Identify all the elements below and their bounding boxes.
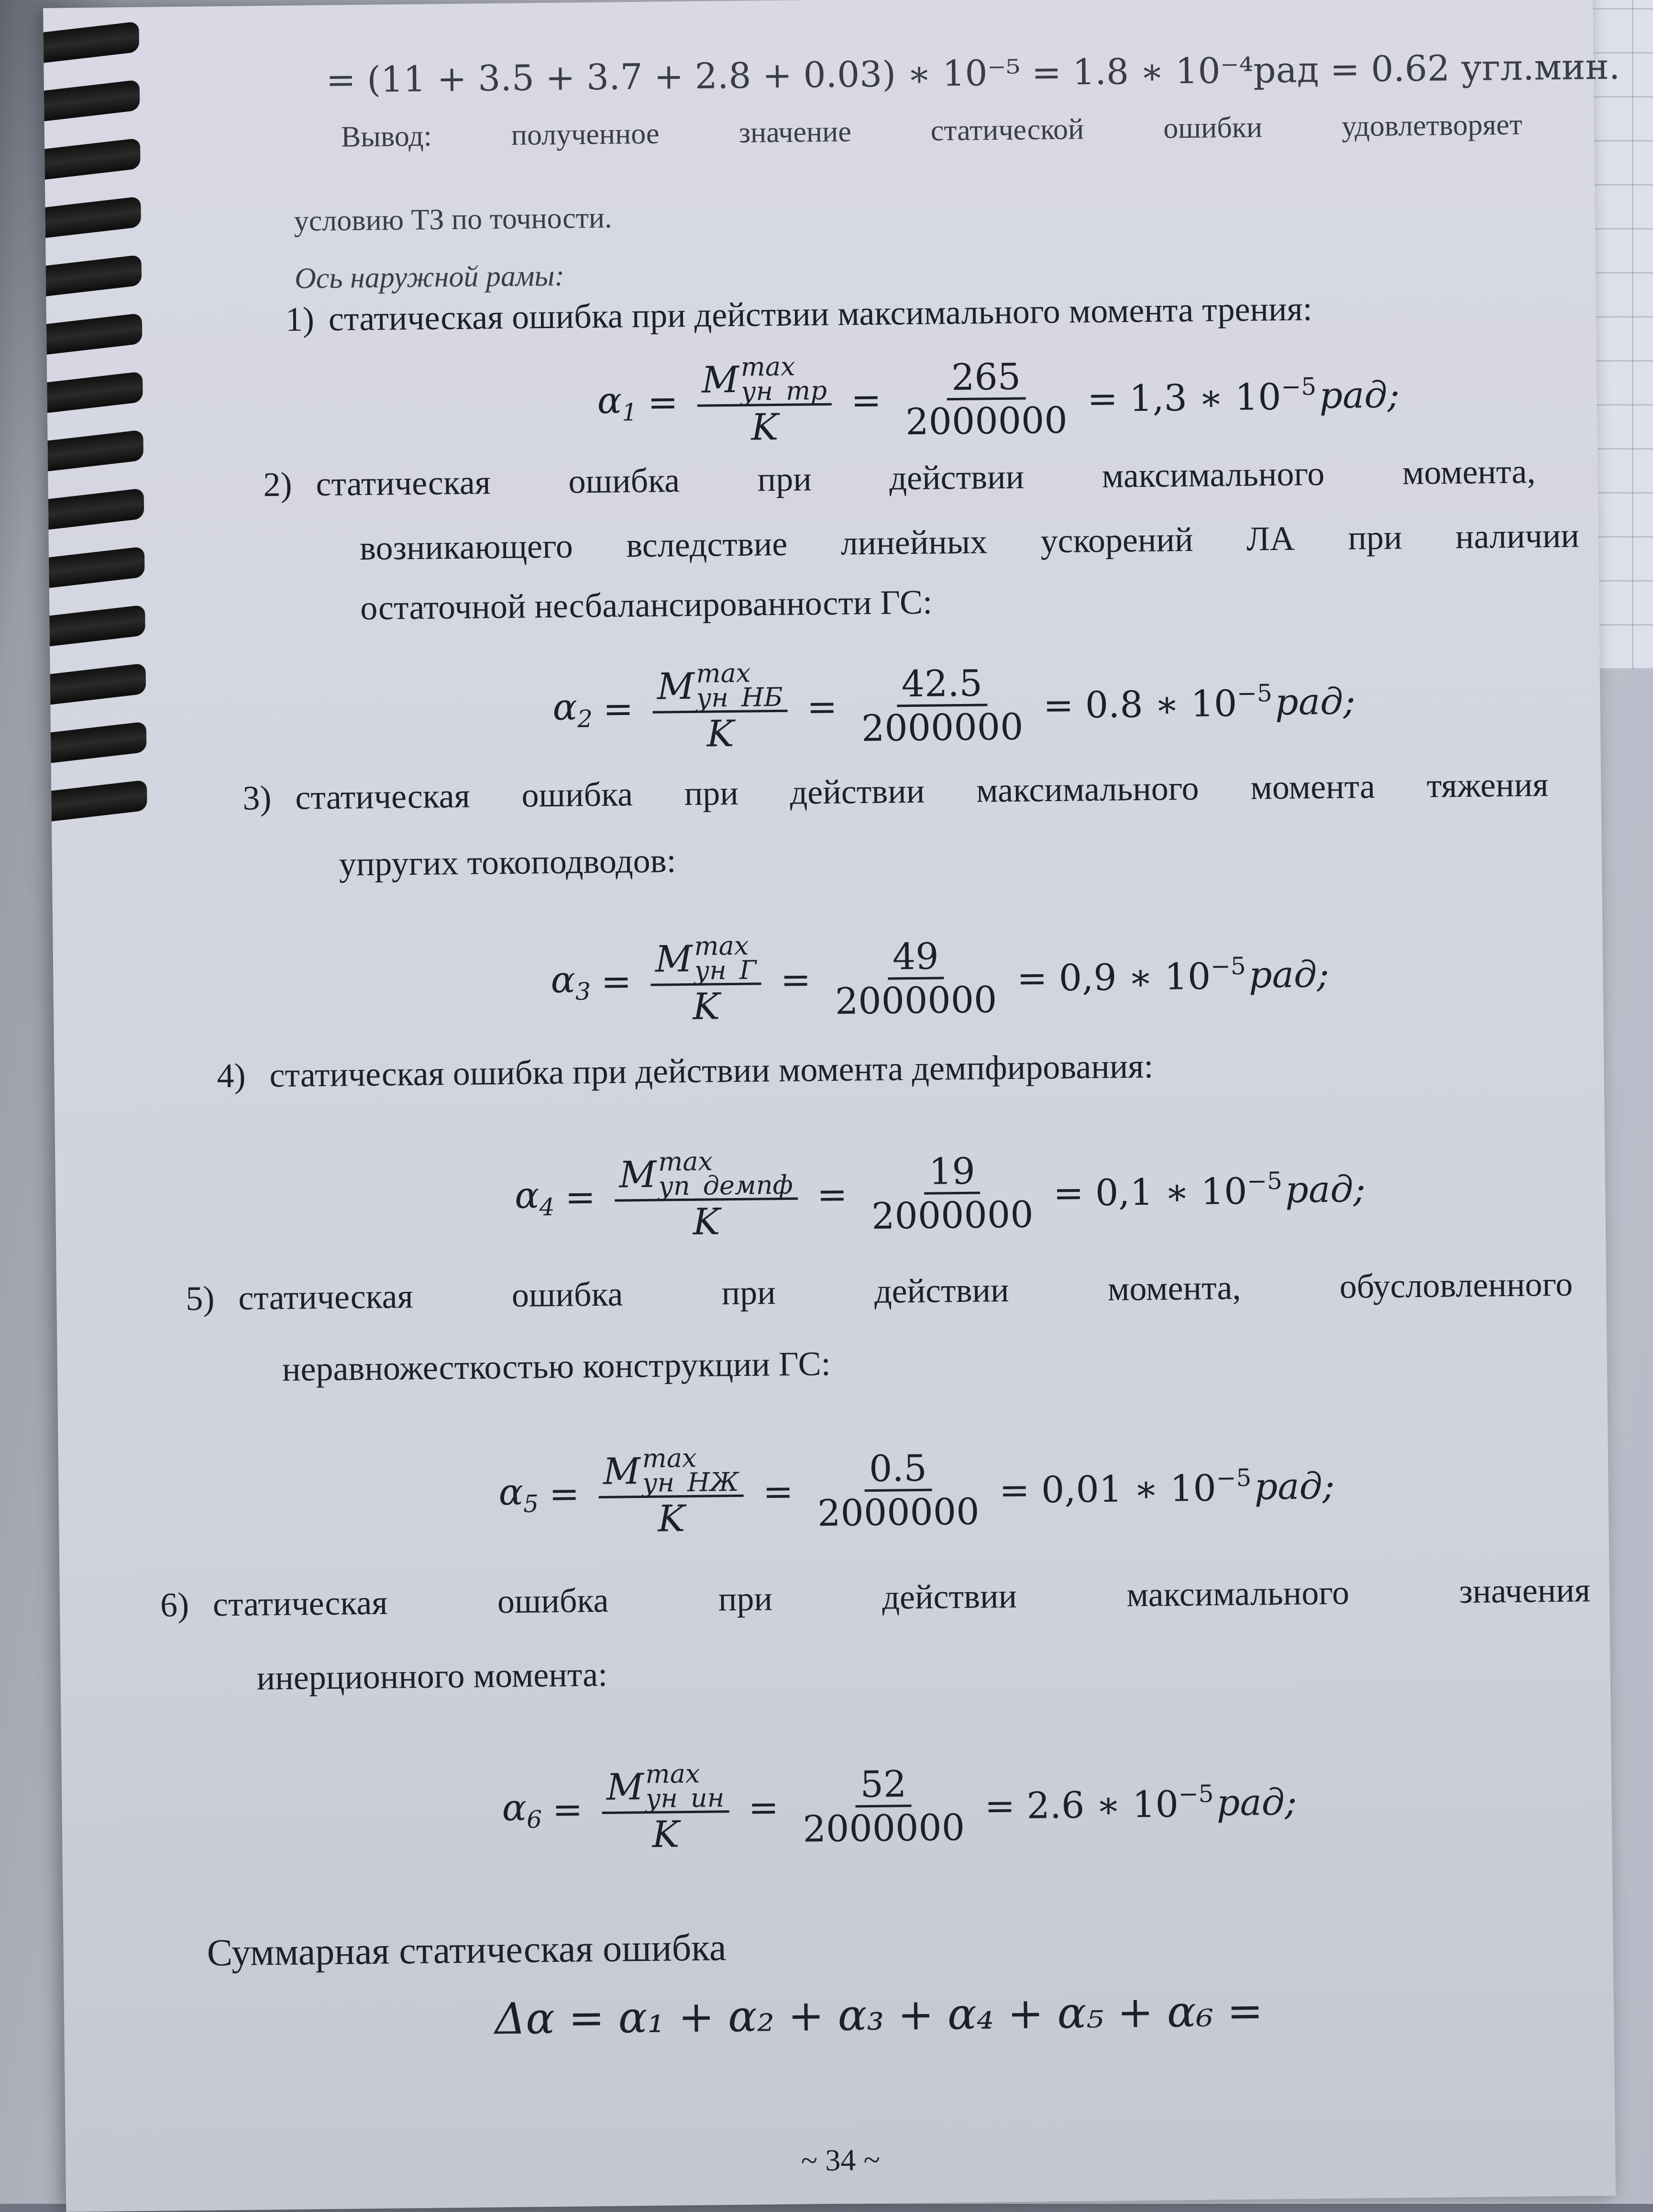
item-word: статическая ошибка при действии максимального момента трения: xyxy=(328,289,1313,338)
error-formula xyxy=(552,654,1355,756)
document-page xyxy=(43,0,1620,2212)
conclusion-word: Вывод: xyxy=(341,120,432,154)
moment-numerator: M max ун_НЖ xyxy=(598,1445,744,1498)
item-word: остаточной несбалансированности ГС: xyxy=(360,583,933,627)
error-formula xyxy=(550,927,1329,1029)
result-unit: рад; xyxy=(1319,373,1400,417)
conclusion-line xyxy=(341,110,1523,152)
section-title: Ось наружной рамы: xyxy=(294,259,565,295)
item-word: действии xyxy=(874,1270,1009,1310)
item-word: момента, xyxy=(1107,1268,1241,1308)
moment-fraction xyxy=(601,1758,729,1856)
item-text-line xyxy=(212,1571,1591,1624)
error-formula xyxy=(498,1439,1335,1541)
value-denominator: 2000000 xyxy=(835,978,997,1023)
result-unit: рад; xyxy=(1254,1464,1335,1508)
item-word: неравножесткостью конструкции ГС: xyxy=(282,1344,831,1388)
error-formula xyxy=(514,1142,1366,1244)
value-numerator: 52 xyxy=(855,1763,912,1808)
error-formula xyxy=(502,1755,1298,1857)
moment-denominator: K xyxy=(751,405,779,449)
conclusion-word: статической xyxy=(930,113,1084,147)
value-denominator: 2000000 xyxy=(871,1193,1034,1237)
moment-fraction xyxy=(598,1442,744,1540)
item-word: статическая ошибка при действии момента демпфирования: xyxy=(269,1046,1154,1095)
item-word: ошибка xyxy=(497,1581,609,1621)
result-value: = 2.6 ∗ $10^{-5}$ xyxy=(984,1780,1214,1828)
item-word: действии xyxy=(882,1576,1017,1617)
item-word: максимального xyxy=(1126,1573,1350,1614)
result-unit: рад; xyxy=(1216,1780,1297,1824)
item-word: обусловленного xyxy=(1339,1265,1573,1306)
item-word: упругих токоподводов: xyxy=(339,841,676,883)
moment-fraction xyxy=(697,351,833,449)
item-word: действии xyxy=(790,771,925,812)
equals-sign: = xyxy=(806,685,838,728)
item-word: ошибка xyxy=(511,1275,623,1314)
item-word: статическая xyxy=(316,463,491,504)
result-unit: рад; xyxy=(1275,680,1356,724)
alpha-symbol: $\alpha_3$ xyxy=(550,958,591,1006)
equals-sign: = xyxy=(780,958,811,1001)
item-word: при xyxy=(718,1579,773,1618)
item-word: ускорений xyxy=(1040,520,1193,561)
equals-sign: = xyxy=(816,1173,848,1216)
item-text-line xyxy=(256,1657,607,1695)
item-number: 6) xyxy=(160,1585,189,1624)
value-denominator: 2000000 xyxy=(817,1490,980,1535)
equals-sign: = xyxy=(850,378,882,422)
item-word: ошибка xyxy=(521,775,633,814)
item-word: действии xyxy=(889,457,1025,497)
result-value: = 0.8 ∗ $10^{-5}$ xyxy=(1043,679,1273,727)
item-word: инерционного момента: xyxy=(256,1655,608,1697)
alpha-symbol: $\alpha_1$ xyxy=(597,379,638,427)
item-word: вследствие xyxy=(626,524,788,565)
moment-numerator: M max ун_НБ xyxy=(652,660,788,714)
item-text-line xyxy=(238,1267,1573,1315)
summary-formula: Δα = α₁ + α₂ + α₃ + α₄ + α₅ + α₆ = xyxy=(494,1986,1264,2045)
item-word: момента, xyxy=(1402,452,1536,492)
item-number: 1) xyxy=(285,300,315,339)
equals-sign: = xyxy=(748,1786,779,1829)
value-denominator: 2000000 xyxy=(803,1805,965,1850)
moment-numerator: M max ун_ин xyxy=(601,1761,729,1814)
value-numerator: 0.5 xyxy=(864,1447,932,1492)
item-word: момента xyxy=(1250,767,1376,807)
moment-denominator: K xyxy=(657,1497,685,1540)
equals-sign: = xyxy=(601,960,632,1003)
item-word: максимального xyxy=(976,769,1199,810)
item-number: 5) xyxy=(185,1279,215,1318)
conclusion-word: удовлетворяет xyxy=(1341,108,1523,143)
conclusion-word: ошибки xyxy=(1163,111,1263,145)
item-word: значения xyxy=(1459,1571,1591,1611)
moment-denominator: K xyxy=(693,1200,720,1243)
result-value: = 0,01 ∗ $10^{-5}$ xyxy=(999,1464,1252,1512)
item-word: ошибка xyxy=(568,461,680,501)
error-formula xyxy=(597,348,1400,450)
item-text-line xyxy=(339,843,676,881)
page-content xyxy=(43,0,1620,2212)
moment-denominator: K xyxy=(692,984,720,1028)
item-word: линейных xyxy=(840,522,988,562)
result-unit: рад; xyxy=(1285,1167,1366,1211)
alpha-symbol: $\alpha_4$ xyxy=(514,1174,555,1222)
conclusion-end: условию ТЗ по точности. xyxy=(294,201,612,238)
equals-sign: = xyxy=(549,1472,580,1516)
summary-label: Суммарная статическая ошибка xyxy=(207,1926,727,1974)
item-text-line xyxy=(269,1046,1154,1095)
item-word: при xyxy=(721,1273,776,1312)
moment-fraction xyxy=(652,660,788,755)
item-text-line xyxy=(329,291,1312,336)
equals-sign: = xyxy=(647,381,679,424)
moment-numerator: M max уп_демпф xyxy=(614,1148,798,1202)
alpha-symbol: $\alpha_2$ xyxy=(552,685,593,733)
item-word: тяжения xyxy=(1426,765,1549,805)
result-unit: рад; xyxy=(1248,952,1330,996)
equals-sign: = xyxy=(564,1175,596,1219)
item-word: при xyxy=(1347,518,1402,557)
moment-fraction xyxy=(614,1148,798,1244)
item-word: ЛА xyxy=(1246,519,1295,558)
item-word: наличии xyxy=(1455,516,1580,556)
item-word: максимального xyxy=(1102,454,1325,495)
item-text-line xyxy=(359,516,1580,568)
result-value: = 1,3 ∗ $10^{-5}$ xyxy=(1087,373,1317,420)
result-value: = 0,1 ∗ $10^{-5}$ xyxy=(1053,1167,1283,1215)
item-word: возникающего xyxy=(359,527,573,568)
value-numerator: 49 xyxy=(887,935,944,980)
value-numerator: 19 xyxy=(924,1150,981,1195)
value-denominator: 2000000 xyxy=(905,398,1068,443)
item-text-line xyxy=(360,585,933,626)
item-text-line xyxy=(282,1346,831,1387)
value-fraction xyxy=(866,1149,1038,1237)
moment-numerator: M max ун_тр xyxy=(697,354,832,407)
item-word: при xyxy=(684,773,739,813)
item-text-line xyxy=(316,452,1536,504)
item-text-line xyxy=(295,765,1549,817)
moment-numerator: M max ун_Г xyxy=(650,933,761,986)
page-number: ~ 34 ~ xyxy=(801,2142,881,2178)
item-number: 3) xyxy=(242,779,272,817)
value-fraction xyxy=(829,935,1002,1023)
alpha-symbol: $\alpha_5$ xyxy=(498,1470,539,1518)
moment-denominator: K xyxy=(706,712,734,755)
value-fraction xyxy=(856,661,1028,749)
alpha-symbol: $\alpha_6$ xyxy=(502,1786,542,1834)
value-fraction xyxy=(812,1446,984,1534)
item-number: 4) xyxy=(217,1056,246,1095)
value-numerator: 265 xyxy=(947,355,1026,400)
result-value: = 0,9 ∗ $10^{-5}$ xyxy=(1016,952,1246,1000)
equals-sign: = xyxy=(603,687,634,730)
item-word: статическая xyxy=(238,1277,414,1317)
item-word: при xyxy=(757,460,812,499)
equals-sign: = xyxy=(762,1470,794,1513)
moment-fraction xyxy=(650,930,762,1028)
moment-denominator: K xyxy=(652,1812,680,1856)
item-word: статическая xyxy=(212,1583,388,1624)
value-fraction xyxy=(797,1762,970,1850)
item-word: статическая xyxy=(295,776,471,817)
value-fraction xyxy=(900,355,1072,443)
value-numerator: 42.5 xyxy=(896,662,987,707)
conclusion-word: значение xyxy=(738,115,852,149)
equals-sign: = xyxy=(552,1788,583,1831)
value-denominator: 2000000 xyxy=(861,705,1024,750)
conclusion-word: полученное xyxy=(511,117,660,152)
item-number: 2) xyxy=(263,465,292,504)
intro-equation: = (11 + 3.5 + 3.7 + 2.8 + 0.03) ∗ 10⁻⁵ = 1.8 ∗ 10⁻⁴рад = 0.62 угл.мин. xyxy=(326,46,1620,101)
